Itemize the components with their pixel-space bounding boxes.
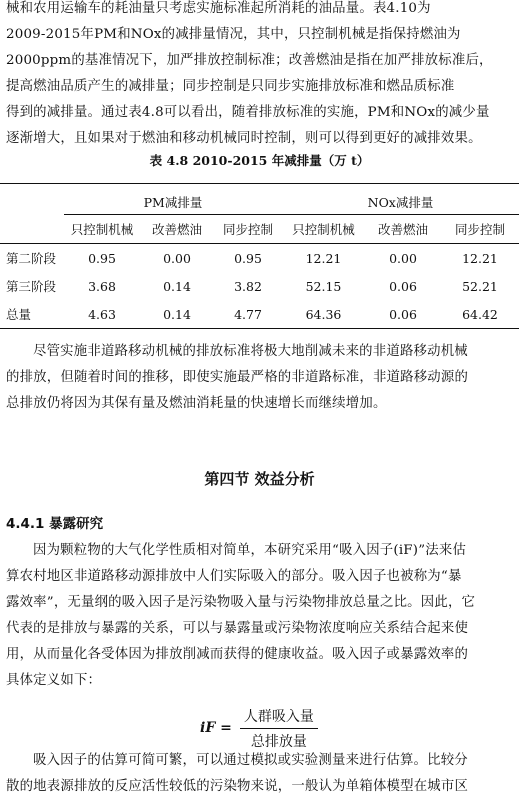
closing-paragraph-continued (6, 774, 513, 800)
formula-denominator: 总排放量 (250, 733, 307, 750)
text-line: 逐渐增大，且如果对于燃油和移动机械同时控制，则可以得到更好的减排效果。 (6, 131, 482, 146)
text-line: 总排放仍将因为其保有量及燃油消耗量的快速增长而继续增加。 (6, 396, 387, 411)
table-cell: 0.06 (389, 278, 417, 294)
section-title: 第四节 效益分析 (204, 470, 315, 488)
column-header: 只控制机械 (282, 215, 365, 244)
table-cell: 4.77 (214, 300, 282, 329)
table-cell: 12.21 (305, 250, 342, 266)
exposure-paragraph (6, 538, 513, 564)
table-cell: 0.14 (140, 300, 214, 329)
table-cell: 0.95 (88, 250, 116, 266)
table-cell: 0.95 (234, 250, 262, 266)
exposure-paragraph-continued (6, 564, 513, 694)
row-label: 第三阶段 (6, 279, 57, 294)
table-row (0, 272, 519, 300)
text-line: 2000ppm的基准情况下，加严排放控制标准；改善燃油是指在加严排放标准后， (6, 53, 493, 68)
group-header-pm: PM减排量 (64, 190, 282, 215)
text-line: 代表的是排放与暴露的关系，可以与暴露量或污染物浓度响应关系结合起来使 (6, 621, 469, 636)
column-header: 只控制机械 (64, 215, 140, 244)
text-line: 尽管实施非道路移动机械的排放标准将极大地削减未来的非道路移动机械 (33, 344, 468, 359)
table-row (0, 244, 519, 273)
table-cell: 64.36 (282, 300, 365, 329)
text-line: 械和农用运输车的耗油量只考虑实施标准起所消耗的油品量。表4.10为 (6, 1, 431, 16)
table-cell: 4.63 (64, 300, 140, 329)
group-header-nox: NOx减排量 (282, 190, 519, 215)
table-cell: 0.14 (163, 278, 191, 294)
emission-reduction-table (0, 183, 519, 329)
middle-paragraph (6, 339, 513, 365)
column-header: 改善燃油 (365, 215, 441, 244)
corner-cell (0, 190, 64, 215)
text-line: 露效率”，无量纲的吸入因子是污染物吸入量与污染物排放总量之比。因此，它 (6, 595, 476, 610)
text-line: 用，从而量化各受体因为排放削减而获得的健康收益。吸入因子或暴露效率的 (6, 647, 469, 662)
text-line: 因为颗粒物的大气化学性质相对简单，本研究采用“吸入因子(iF)”法来估 (33, 543, 467, 558)
intro-paragraph (6, 0, 513, 152)
table-cell: 0.00 (389, 250, 417, 266)
text-line: 散的地表源排放的反应活性较低的污染物来说，一般认为单箱体模型在城市区 (6, 779, 469, 794)
table-cell: 0.06 (365, 300, 441, 329)
intake-fraction-formula (200, 703, 318, 753)
column-header: 同步控制 (441, 215, 519, 244)
row-label: 总量 (0, 300, 64, 329)
table-row (0, 300, 519, 329)
text-line: 算农村地区非道路移动源排放中人们实际吸入的部分。吸入因子也被称为“暴 (6, 569, 462, 584)
table-cell: 0.00 (163, 250, 191, 266)
text-line: 得到的减排量。通过表4.8可以看出，随着排放标准的实施，PM和NOx的减少量 (6, 105, 490, 120)
text-line: 提高燃油品质产生的减排量；同步控制是只同步实施排放标准和燃品质标准 (6, 79, 455, 94)
formula-fraction (240, 706, 318, 751)
text-line: 具体定义如下： (6, 673, 102, 688)
text-line: 的排放，但随着时间的推移，即使实施最严格的非道路标准，非道路移动源的 (6, 370, 469, 385)
text-line: 2009-2015年PM和NOx的减排量情况，其中，只控制机械是指保持燃油为 (6, 27, 461, 42)
corner-cell (0, 215, 64, 244)
middle-paragraph-continued (6, 365, 513, 417)
subsection-title: 4.4.1 暴露研究 (6, 516, 104, 532)
text-line: 吸入因子的估算可简可繁，可以通过模拟或实验测量来进行估算。比较分 (33, 753, 468, 768)
table-cell: 3.68 (88, 278, 116, 294)
row-label: 第二阶段 (6, 251, 57, 266)
closing-paragraph (6, 748, 513, 774)
formula-lhs: iF = (200, 720, 232, 736)
table-cell: 12.21 (462, 250, 498, 266)
table-cell: 52.21 (462, 278, 498, 294)
table-cell: 52.15 (305, 278, 342, 294)
table-cell: 64.42 (441, 300, 519, 329)
column-header: 同步控制 (214, 215, 282, 244)
formula-numerator: 人群吸入量 (240, 706, 318, 729)
table-caption: 表 4.8 2010-2015 年减排量（万 t） (149, 153, 370, 168)
table-cell: 3.82 (234, 278, 262, 294)
column-header: 改善燃油 (140, 215, 214, 244)
